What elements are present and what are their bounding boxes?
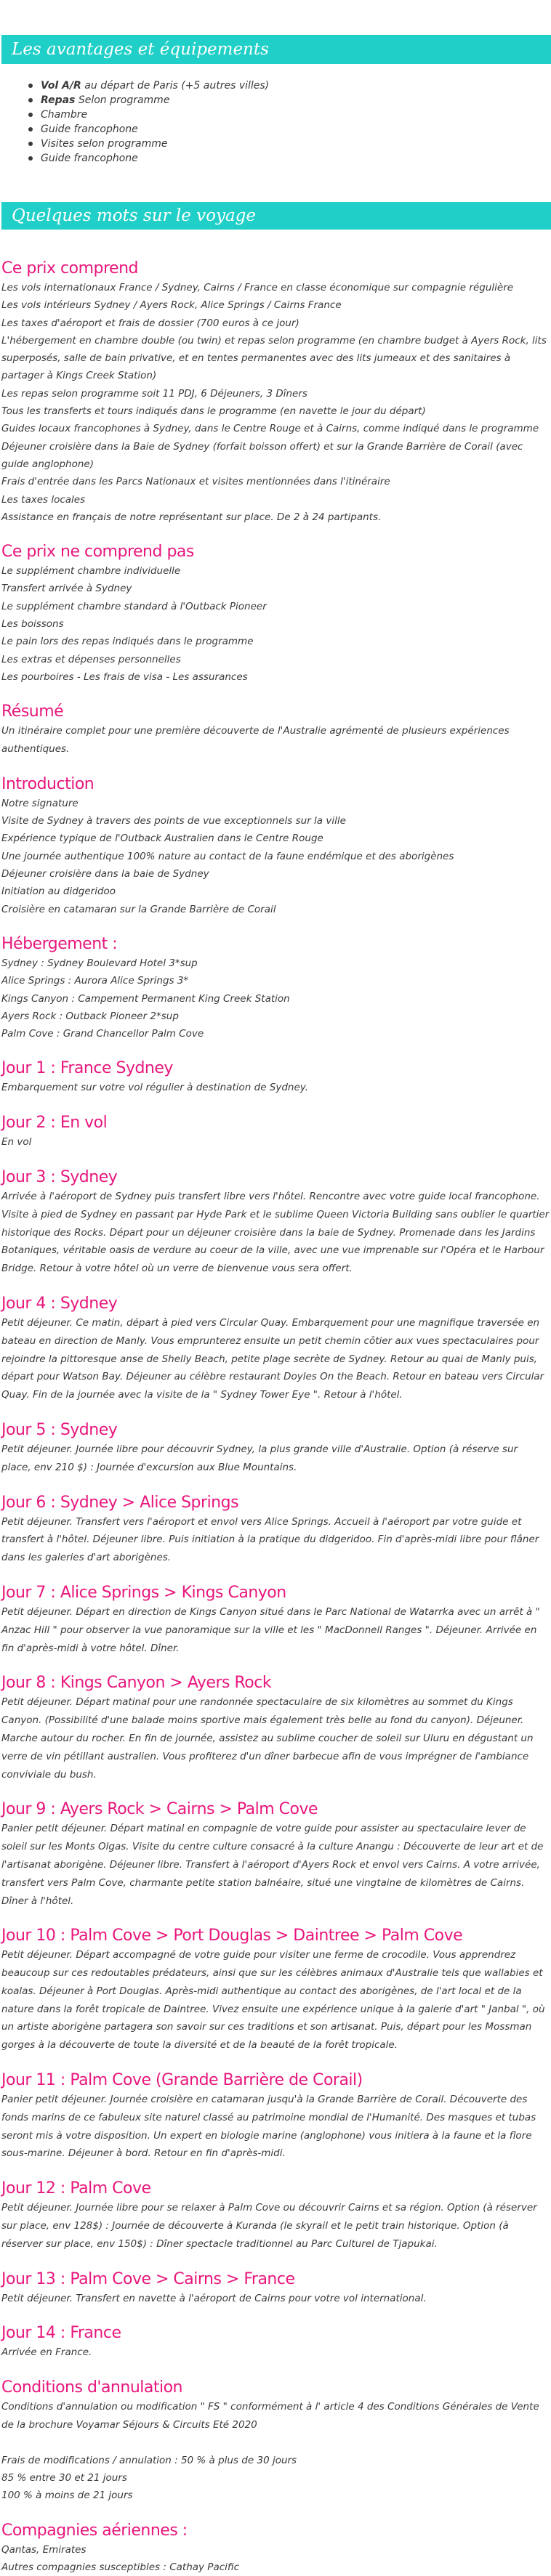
day-7 [0,1583,551,1657]
day-11 [0,2070,551,2163]
section-summary [0,702,551,758]
list-item: Assistance en français de notre représentant sur place. De 2 à 24 partipants. [1,511,382,523]
section-banner-features [1,35,551,64]
section-banner-trip [1,202,551,230]
day-text: Panier petit déjeuner. Journée croisière en catamaran jusqu'à la Grande Barrière de Corail. Découverte des fonds marins de ce fabuleux site naturel classé au patrimoine mondial de l'Humanité. Des masques et tubas seront mis à votre disposition. Un expert en biologie marine (anglophone) vous initiera à la faune et la flore sous-marine. Déjeuner à bord. Retour en fin d'après-midi. [1,2094,536,2160]
airlines-list [1,2541,550,2576]
spacer [1,2434,550,2452]
day-title: Jour 14 : France [1,2324,121,2343]
list-item: Tous les transferts et tours indiqués dans le programme (en navette le jour du départ) [1,405,426,418]
section-includes [0,259,551,526]
day-5 [0,1420,551,1477]
day-3 [0,1167,551,1278]
section-airlines [0,2521,551,2576]
day-text: Petit déjeuner. Départ accompagné de votre guide pour visiter une ferme de crocodile. Vous apprendrez beaucoup sur ces redoutables prédateurs, ainsi que sur les célèbres animaux d'Australie tels que wallabies et koalas. Déjeuner à Port Douglas. Après-midi authentique au contact des aborigènes, de l'art local et de la nature dans la forêt tropicale de Daintree. Vivez ensuite une expérience unique à la galerie d'art " Janbal ", où un artiste aborigène partagera son savoir sur ces traditions et son artisanat. Puis, départ pour les Mossman gorges à la découverte de toute la diversité et de la beauté de la forêt tropicale. [1,1949,545,2052]
day-text: Embarquement sur votre vol régulier à destination de Sydney. [1,1082,309,1094]
list-item: Les taxes locales [1,493,86,506]
day-9 [0,1799,551,1910]
feature-item: Repas Selon programme [41,93,551,108]
list-item: Alice Springs : Aurora Alice Springs 3* [1,975,189,987]
list-item: Autres compagnies susceptibles : Cathay Pacific [1,2561,240,2574]
day-text: Petit déjeuner. Départ matinal pour une randonnée spectaculaire de six kilomètres au sommet du Kings Canyon. (Possibilité d'une balade moins sportive mais également très belle au fond du canyon). Déjeuner. Marche autour du rocher. En fin de journée, assistez au sublime coucher de soleil sur Uluru en dégustant un verre de vin pétillant australien. Vous profiterez d'un dîner barbecue afin de vous imprégner de l'ambiance conviviale du bush. [1,1696,534,1781]
list-item: Frais d'entrée dans les Parcs Nationaux et visites mentionnées dans l'itinéraire [1,476,390,488]
day-title: Jour 6 : Sydney > Alice Springs [1,1493,239,1512]
list-item: Le pain lors des repas indiqués dans le programme [1,636,254,648]
day-2 [0,1113,551,1151]
day-10 [0,1926,551,2054]
list-item: Les boissons [1,618,64,631]
list-item: Croisière en catamaran sur la Grande Barrière de Corail [1,903,276,915]
list-item: Les taxes d'aéroport et frais de dossier (700 euros à ce jour) [1,317,299,329]
day-text: Petit déjeuner. Transfert en navette à l'aéroport de Cairns pour votre vol international. [1,2292,427,2304]
day-title: Jour 5 : Sydney [1,1420,118,1439]
features-list [0,78,551,166]
list-item: Les vols internationaux France / Sydney, Cairns / France en classe économique sur compagnie régulière [1,282,514,293]
day-text: Petit déjeuner. Transfert vers l'aéroport et envol vers Alice Springs. Accueil à l'aéroport par votre guide et transfert à l'hôtel. Déjeuner libre. Puis initiation à la pratique du didgeridoo. Fin d'après-midi libre pour flâner dans les galeries d'art aborigènes. [1,1515,539,1564]
section-cancellation [0,2378,551,2504]
list-item: Kings Canyon : Campement Permanent King Creek Station [1,992,290,1005]
day-title: Jour 10 : Palm Cove > Port Douglas > Daintree > Palm Cove [1,1927,463,1945]
day-12 [0,2179,551,2253]
day-title: Jour 3 : Sydney [1,1167,118,1186]
day-text: En vol [1,1136,32,1149]
cancellation-fees [1,2452,550,2505]
day-13 [0,2269,551,2308]
day-1 [0,1058,551,1097]
list-item: Guides locaux francophones à Sydney, dans le Centre Rouge et à Cairns, comme indiqué dans le programme [1,423,539,435]
section-title: Hébergement : [1,934,118,953]
feature-item: Chambre [41,108,551,122]
list-item: Transfert arrivée à Sydney [1,583,132,595]
list-item: Les vols intérieurs Sydney / Ayers Rock, Alice Springs / Cairns France [1,299,342,312]
list-item: Le supplément chambre individuelle [1,565,181,578]
list-item: Le supplément chambre standard à l'Outback Pioneer [1,600,267,612]
day-text: Petit déjeuner. Journée libre pour se relaxer à Palm Cove ou découvrir Cairns et sa région. Option (à réserver sur place, env 128$) : Journée de découverte à Kuranda (le skyrail et le petit train historique. Option (à réserver sur place, env 150$) : Dîner spectacle traditionnel au Parc Culturel de Tjapukai. [1,2202,537,2250]
day-text: Arrivée à l'aéroport de Sydney puis transfert libre vers l'hôtel. Rencontre avec votre guide local francophone. Visite à pied de Sydney en passant par Hyde Park et le sublime Queen Victoria Building sans oublier le quartier historique des Rocks. Départ pour un déjeuner croisière dans la baie de Sydney. Promenade dans les Jardins Botaniques, véritable oasis de verdure au coeur de la ville, avec une vue imprenable sur l'Opéra et le Harbour Bridge. Retour à votre hôtel où un verre de bienvenue vous sera offert. [1,1190,550,1275]
section-excludes [0,542,551,686]
day-title: Jour 9 : Ayers Rock > Cairns > Palm Cove [1,1800,318,1819]
day-14 [0,2323,551,2362]
page [0,35,551,2574]
day-title: Jour 8 : Kings Canyon > Ayers Rock [1,1674,272,1693]
day-title: Jour 13 : Palm Cove > Cairns > France [1,2269,295,2288]
section-title: Résumé [1,702,64,721]
banner-title: Quelques mots sur le voyage [12,206,256,225]
feature-item: Guide francophone [41,122,551,137]
list-item: Une journée authentique 100% nature au contact de la faune endémique et des aborigènes [1,850,454,862]
feature-item: Guide francophone [41,151,551,166]
list-item: Expérience typique de l'Outback Australien dans le Centre Rouge [1,833,323,845]
feature-item: Visites selon programme [41,137,551,151]
banner-title: Les avantages et équipements [12,40,269,59]
day-text: Petit déjeuner. Départ en direction de Kings Canyon situé dans le Parc National de Watarrka avec un arrêt à " Anzac Hill " pour observer la vue panoramique sur la ville et les " MacDonnell Ranges ". Déjeuner. Arrivée en fin d'après-midi à votre hôtel. Dîner. [1,1605,540,1654]
section-introduction [0,774,551,918]
lodging-list [1,955,550,1042]
section-title: Conditions d'annulation [1,2378,182,2397]
list-item: Ayers Rock : Outback Pioneer 2*sup [1,1010,179,1022]
section-title: Introduction [1,774,94,793]
list-item: Les pourboires - Les frais de visa - Les assurances [1,671,248,683]
feature-item: Vol A/R au départ de Paris (+5 autres villes) [41,78,551,93]
excludes-list [1,562,550,686]
includes-list [1,279,550,526]
section-lodging [0,934,551,1042]
day-6 [0,1493,551,1567]
day-title: Jour 7 : Alice Springs > Kings Canyon [1,1583,286,1602]
day-4 [0,1294,551,1404]
list-item: Qantas, Emirates [1,2543,87,2556]
day-title: Jour 4 : Sydney [1,1294,118,1313]
list-item: Initiation au didgeridoo [1,886,116,898]
list-item: Frais de modifications / annulation : 50 % à plus de 30 jours [1,2454,297,2466]
section-title: Compagnies aériennes : [1,2521,188,2540]
list-item: Visite de Sydney à travers des points de vue exceptionnels sur la ville [1,815,346,827]
day-title: Jour 12 : Palm Cove [1,2179,151,2198]
day-text: Petit déjeuner. Journée libre pour découvrir Sydney, la plus grande ville d'Australie. Option (à réserve sur place, env 210 $) : Journée d'excursion aux Blue Mountains. [1,1443,518,1473]
day-text: Petit déjeuner. Ce matin, départ à pied vers Circular Quay. Embarquement pour une magnifique traversée en bateau en direction de Manly. Vous emprunterez ensuite un petit chemin côtier aux vues spectaculaires pour rejoindre la pittoresque anse de Shelly Beach, petite plage secrète de Sydney. Retour au quai de Manly puis, départ pour Watson Bay. Déjeuner au célèbre restaurant Doyles On the Beach. Retour en bateau vers Circular Quay. Fin de la journée avec la visite de la " Sydney Tower Eye ". Retour à l'hôtel. [1,1316,544,1401]
list-item: Les repas selon programme soit 11 PDJ, 6 Déjeuners, 3 Dîners [1,387,307,400]
list-item: Les extras et dépenses personnelles [1,653,181,665]
list-item: Déjeuner croisière dans la Baie de Sydney (forfait boisson offert) et sur la Grande Barrière de Corail (avec guide anglophone) [1,440,523,470]
day-text: Panier petit déjeuner. Départ matinal en compagnie de votre guide pour assister au spectaculaire lever de soleil sur les Monts Olgas. Visite du centre culture consacré à la culture Anangu : Découverte de leur art et de l'artisanat aborigène. Déjeuner libre. Transfert à l'aéroport d'Ayers Rock et envol vers Cairns. A votre arrivée, transfert vers Palm Cove, charmante petite station balnéaire, situé une vingtaine de kilomètres de Cairns. Dîner à l'hôtel. [1,1823,544,1907]
list-item: L'hébergement en chambre double (ou twin) et repas selon programme (en chambre budget à Ayers Rock, lits superposés, salle de bain privative, et en tentes permanentes avec des lits jumeaux et des sanitaires à partager à Kings Creek Station) [1,334,547,382]
list-item: Déjeuner croisière dans la baie de Sydney [1,868,209,880]
summary-text: Un itinéraire complet pour une première découverte de l'Australie agrémenté de plusieurs expériences authentiques. [1,725,510,756]
list-item: Sydney : Sydney Boulevard Hotel 3*sup [1,957,198,969]
intro-list [1,795,550,918]
cancellation-text: Conditions d'annulation ou modification " FS " conformément à l' article 4 des Conditions Générales de Vente de la brochure Voyamar Séjours & Circuits Eté 2020 [1,2401,539,2431]
list-item: Palm Cove : Grand Chancellor Palm Cove [1,1028,204,1040]
day-title: Jour 2 : En vol [1,1114,108,1133]
day-title: Jour 11 : Palm Cove (Grande Barrière de Corail) [1,2071,363,2090]
list-item: 85 % entre 30 et 21 jours [1,2472,127,2484]
list-item: Notre signature [1,797,79,809]
section-title: Ce prix ne comprend pas [1,543,194,562]
section-title: Ce prix comprend [1,259,138,278]
day-title: Jour 1 : France Sydney [1,1059,173,1078]
day-text: Arrivée en France. [1,2346,92,2359]
day-8 [0,1673,551,1783]
list-item: 100 % à moins de 21 jours [1,2490,133,2502]
